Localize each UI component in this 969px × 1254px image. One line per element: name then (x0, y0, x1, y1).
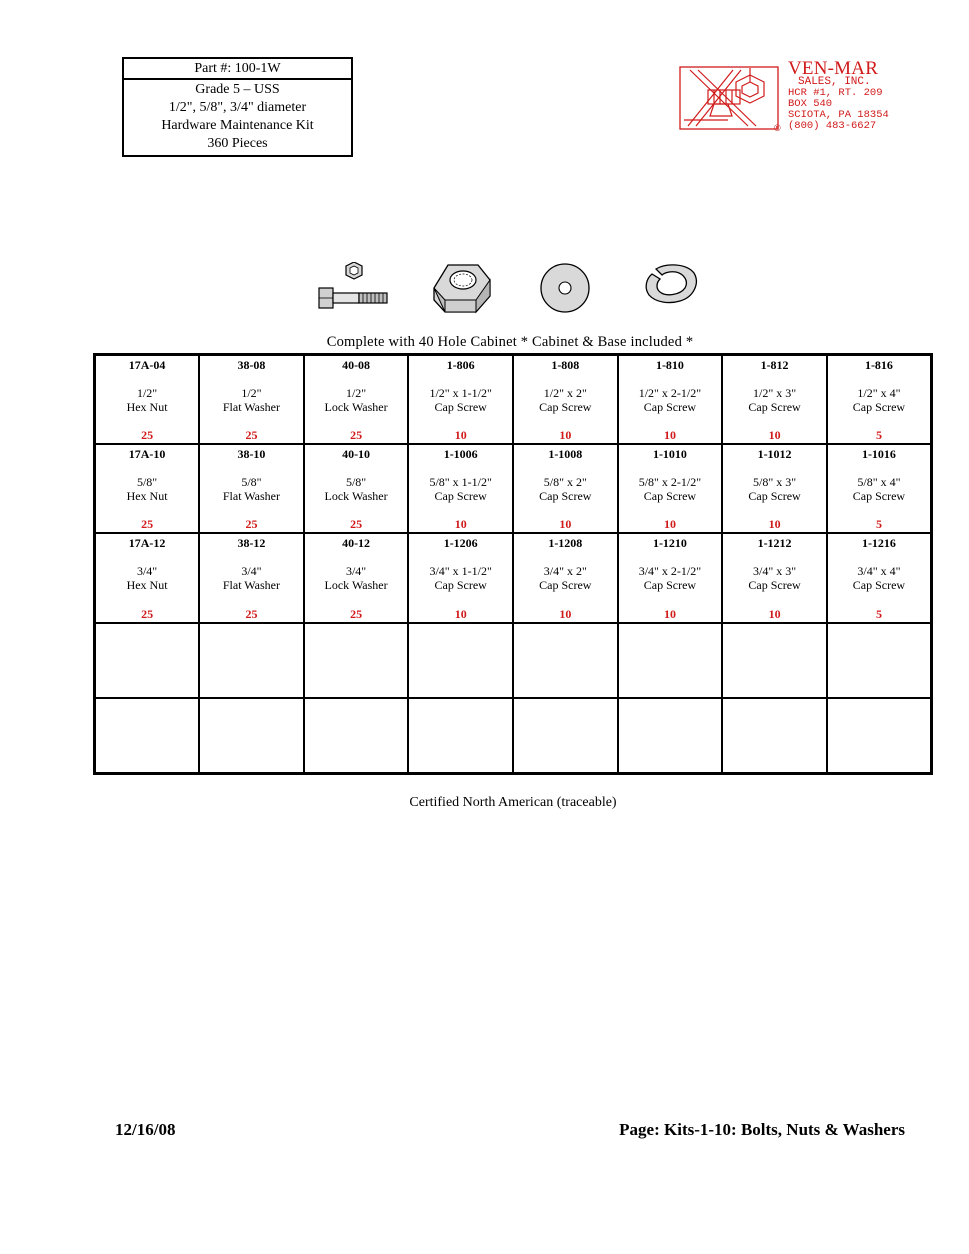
grid-cell (304, 355, 409, 445)
part-number-label: 1-816 (864, 358, 893, 372)
part-number-label: 1-1010 (652, 447, 687, 462)
grid-empty-cell (95, 698, 200, 774)
lock-washer-icon (642, 261, 700, 309)
grid-empty-cell (513, 698, 618, 774)
item-size: 5/8" x 2-1/2" (638, 475, 702, 490)
grid-empty-row (95, 698, 932, 774)
part-number: Part #: 100-1W (124, 59, 351, 80)
part-number-label: 1-1206 (443, 536, 478, 551)
item-type: Flat Washer (222, 489, 280, 504)
item-size: 3/4" (241, 564, 262, 579)
registered-mark: ® (774, 123, 781, 133)
grid-row (95, 533, 932, 622)
item-quantity: 25 (245, 517, 258, 532)
grid-empty-cell (199, 623, 304, 698)
item-type: Cap Screw (434, 578, 487, 593)
logo-address-line: HCR #1, RT. 209 (788, 87, 883, 99)
item-size: 5/8" (345, 475, 367, 490)
grid-empty-cell (95, 623, 200, 698)
grid-empty-cell (304, 698, 409, 774)
item-size: 5/8" x 2" (543, 475, 587, 490)
grid-empty-cell (199, 698, 304, 774)
item-type: Lock Washer (324, 400, 388, 414)
part-number-label: 1-1210 (652, 536, 687, 551)
item-size: 1/2" (241, 386, 262, 400)
item-size: 3/4" x 4" (857, 564, 901, 579)
certification-note: Certified North American (traceable) (409, 795, 617, 810)
item-size: 5/8" x 4" (857, 475, 901, 490)
item-type: Cap Screw (748, 489, 801, 504)
item-size: 1/2" x 2-1/2" (638, 386, 702, 400)
grid-empty-row (95, 623, 932, 698)
logo-address-line: BOX 540 (788, 98, 833, 110)
item-type: Lock Washer (324, 578, 388, 593)
grid-cell (304, 533, 409, 622)
grid-row (95, 444, 932, 533)
item-type: Hex Nut (126, 578, 168, 593)
parts-grid (93, 353, 933, 775)
part-number-label: 1-810 (655, 358, 684, 372)
item-type: Cap Screw (852, 489, 906, 504)
item-type: Flat Washer (222, 578, 280, 593)
item-size: 5/8" x 1-1/2" (429, 475, 492, 490)
grid-cell (199, 533, 304, 622)
part-number-label: 17A-12 (128, 536, 166, 551)
grid-cell (513, 355, 618, 445)
logo-company-name: VEN-MAR (788, 58, 879, 79)
grid-empty-cell (408, 698, 513, 774)
item-size: 3/4" x 3" (752, 564, 797, 579)
part-number-label: 40-12 (342, 536, 371, 551)
grid-empty-cell (827, 698, 932, 774)
hardware-icons (0, 258, 969, 318)
logo-bolt-icon (678, 60, 788, 135)
logo-text (788, 60, 889, 132)
part-number-label: 1-1208 (548, 536, 583, 551)
item-type: Cap Screw (539, 489, 592, 504)
part-kit-name: Hardware Maintenance Kit (161, 118, 314, 133)
item-quantity: 10 (454, 428, 467, 443)
item-quantity: 5 (875, 428, 882, 443)
part-number-label: 1-806 (446, 358, 475, 372)
item-type: Cap Screw (434, 400, 487, 414)
item-type: Cap Screw (539, 400, 592, 414)
item-size: 1/2" x 4" (857, 386, 901, 400)
item-type: Lock Washer (324, 489, 388, 504)
grid-row (95, 355, 932, 445)
part-diameters: 1/2", 5/8", 3/4" diameter (168, 100, 307, 115)
grid-empty-cell (618, 698, 723, 774)
item-quantity: 10 (454, 517, 467, 532)
item-size: 1/2" x 2" (543, 386, 587, 400)
item-quantity: 10 (559, 517, 572, 532)
grid-cell (827, 533, 932, 622)
part-number-label: 1-1016 (861, 447, 896, 462)
part-number-label: 1-1006 (443, 447, 478, 462)
part-number-label: 40-08 (342, 358, 371, 372)
part-number-label: 1-1216 (861, 536, 896, 551)
part-number-label: 1-808 (551, 358, 580, 372)
part-number-label: 38-10 (237, 447, 266, 462)
item-quantity: 5 (875, 517, 882, 532)
part-number-label: 1-1008 (548, 447, 583, 462)
grid-empty-cell (408, 623, 513, 698)
item-quantity: 10 (559, 428, 572, 443)
grid-cell (722, 533, 827, 622)
grid-cell (199, 444, 304, 533)
footer-date: 12/16/08 (115, 1120, 176, 1139)
part-number-label: 1-1012 (757, 447, 792, 462)
grid-empty-cell (513, 623, 618, 698)
grid-cell (827, 355, 932, 445)
item-quantity: 25 (141, 606, 154, 621)
item-type: Cap Screw (643, 578, 697, 593)
item-quantity: 10 (663, 517, 676, 532)
item-size: 3/4" (136, 564, 158, 579)
grid-cell (408, 533, 513, 622)
part-number-label: 17A-10 (128, 447, 166, 462)
flat-washer-icon (538, 261, 592, 315)
grid-empty-cell (827, 623, 932, 698)
grid-cell (618, 444, 723, 533)
grid-cell (618, 355, 723, 445)
part-piece-count: 360 Pieces (207, 136, 268, 151)
item-quantity: 25 (141, 517, 154, 532)
item-quantity: 25 (141, 428, 154, 443)
item-type: Cap Screw (748, 578, 801, 593)
item-quantity: 10 (559, 606, 572, 621)
item-type: Cap Screw (852, 578, 906, 593)
hex-bolt-icon (316, 262, 390, 314)
grid-cell (722, 355, 827, 445)
part-number-label: 1-1212 (757, 536, 792, 551)
part-description (124, 80, 351, 153)
grid-cell (618, 533, 723, 622)
part-number-label: 17A-04 (128, 358, 166, 372)
item-type: Cap Screw (643, 489, 697, 504)
item-type: Cap Screw (434, 489, 487, 504)
item-type: Flat Washer (222, 400, 280, 414)
item-quantity: 10 (454, 606, 467, 621)
grid-cell (95, 355, 200, 445)
hex-nut-icon (431, 262, 493, 314)
grid-empty-cell (722, 698, 827, 774)
part-number-label: 40-10 (342, 447, 371, 462)
item-size: 5/8" x 3" (752, 475, 797, 490)
footer-page-label: Page: Kits-1-10: Bolts, Nuts & Washers (619, 1120, 905, 1139)
grid-cell (408, 355, 513, 445)
item-size: 3/4" x 2" (543, 564, 587, 579)
item-size: 1/2" (345, 386, 367, 400)
item-quantity: 25 (350, 606, 363, 621)
item-type: Hex Nut (126, 400, 168, 414)
item-size: 3/4" x 2-1/2" (638, 564, 702, 579)
part-info-box (122, 57, 353, 157)
item-quantity: 10 (663, 606, 676, 621)
item-quantity: 10 (768, 428, 781, 443)
logo-phone: (800) 483-6627 (788, 120, 877, 132)
grid-cell (722, 444, 827, 533)
item-size: 1/2" x 1-1/2" (429, 386, 492, 400)
part-number-label: 1-812 (760, 358, 789, 372)
grid-cell (513, 533, 618, 622)
item-type: Cap Screw (539, 578, 592, 593)
grid-cell (513, 444, 618, 533)
grid-cell (95, 533, 200, 622)
item-quantity: 25 (245, 428, 258, 443)
grid-empty-cell (304, 623, 409, 698)
item-quantity: 10 (768, 517, 781, 532)
item-size: 5/8" (136, 475, 158, 490)
item-size: 3/4" (345, 564, 367, 579)
item-quantity: 25 (245, 606, 258, 621)
grid-empty-cell (722, 623, 827, 698)
grid-cell (408, 444, 513, 533)
grid-cell (827, 444, 932, 533)
part-number-label: 38-08 (237, 358, 266, 372)
grid-cell (199, 355, 304, 445)
grid-cell (304, 444, 409, 533)
item-quantity: 5 (875, 606, 882, 621)
cabinet-caption: Complete with 40 Hole Cabinet * Cabinet & Base included * (326, 334, 694, 350)
item-quantity: 10 (663, 428, 676, 443)
logo-address-line: SCIOTA, PA 18354 (788, 109, 889, 121)
item-size: 1/2" x 3" (752, 386, 797, 400)
grid-empty-cell (618, 623, 723, 698)
item-quantity: 10 (768, 606, 781, 621)
item-type: Cap Screw (748, 400, 801, 414)
part-number-label: 38-12 (237, 536, 266, 551)
item-type: Cap Screw (643, 400, 697, 414)
company-logo (678, 60, 908, 135)
logo-company-sub: SALES, INC. (798, 76, 871, 88)
item-size: 1/2" (136, 386, 158, 400)
item-quantity: 25 (350, 428, 363, 443)
item-size: 5/8" (241, 475, 262, 490)
item-quantity: 25 (350, 517, 363, 532)
part-grade: Grade 5 – USS (195, 82, 280, 97)
grid-cell (95, 444, 200, 533)
item-type: Cap Screw (852, 400, 906, 414)
item-size: 3/4" x 1-1/2" (429, 564, 492, 579)
item-type: Hex Nut (126, 489, 168, 504)
